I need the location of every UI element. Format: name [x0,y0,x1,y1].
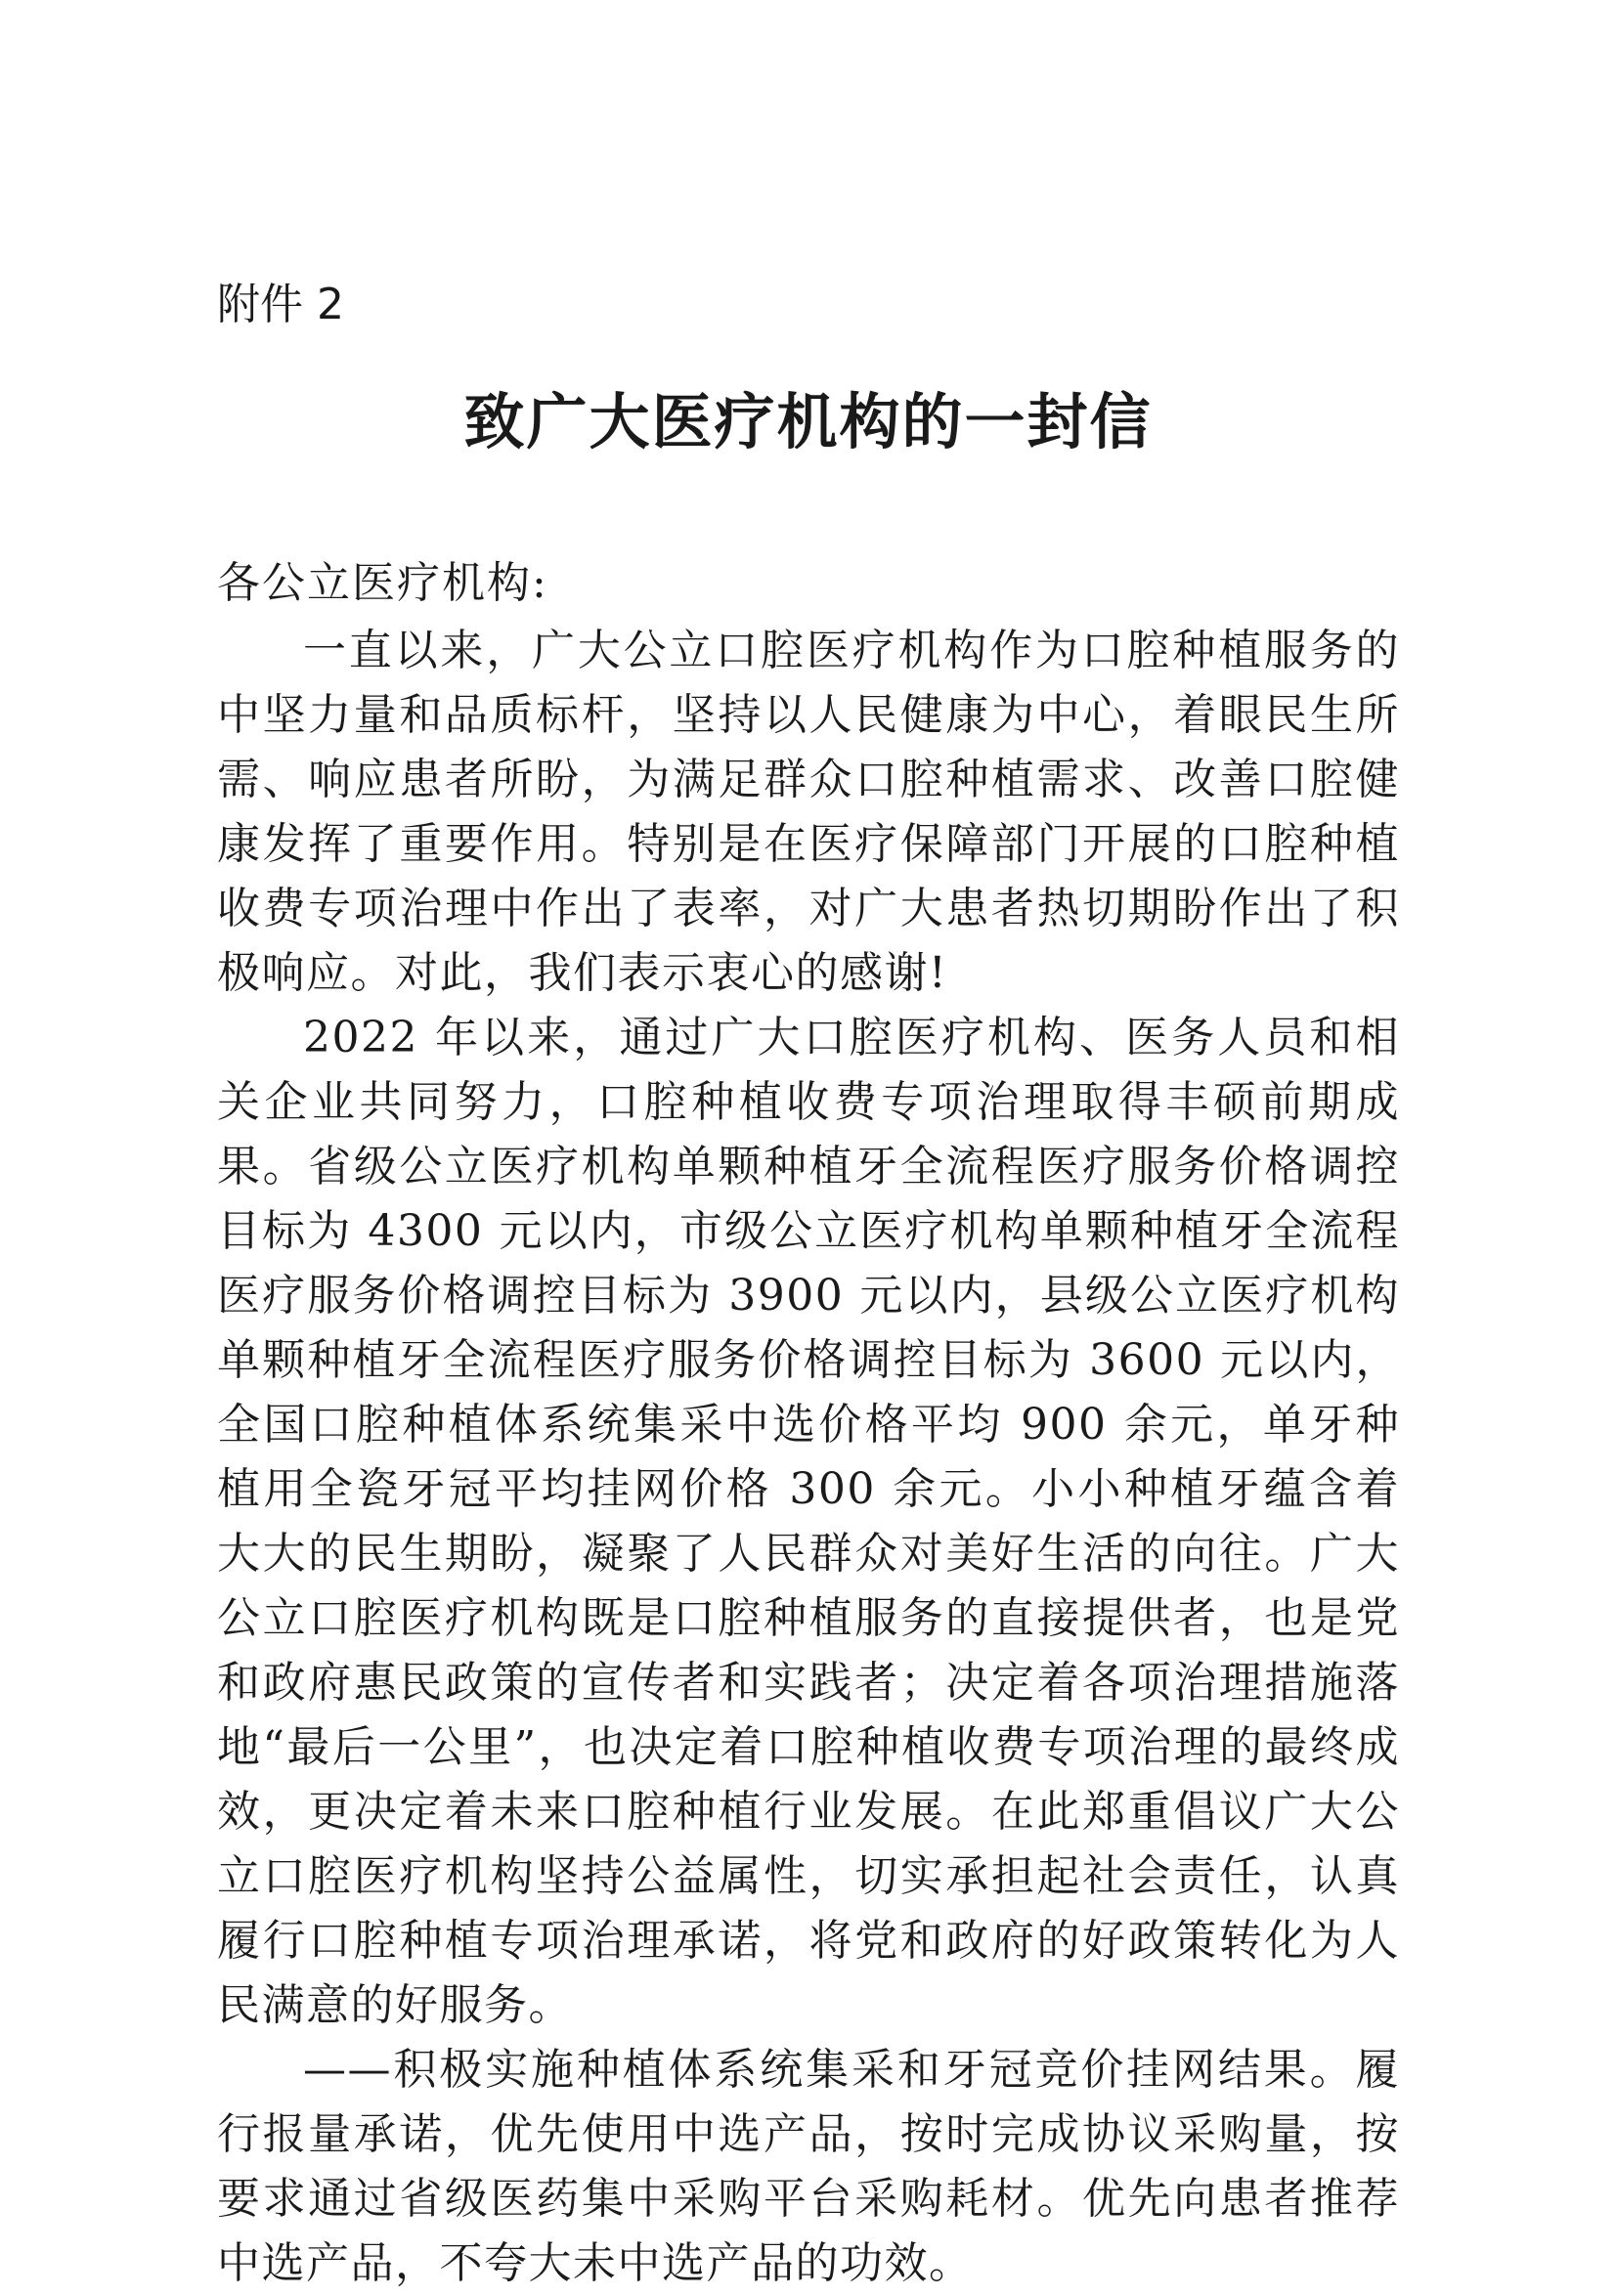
paragraph-3: ——积极实施种植体系统集采和牙冠竞价挂网结果。履行报量承诺，优先使用中选产品，按时完成协议采购量，按要求通过省级医药集中采购平台采购耗材。优先向患者推荐中选产品，不夸大未中选产品的功效。 [217,2045,1400,2288]
salutation: 各公立医疗机构: [217,558,548,608]
paragraph-1: 一直以来，广大公立口腔医疗机构作为口腔种植服务的中坚力量和品质标杆，坚持以人民健康为中心，着眼民生所需、响应患者所盼，为满足群众口腔种植需求、改善口腔健康发挥了重要作用。特别是在医疗保障部门开展的口腔种植收费专项治理中作出了表率，对广大患者热切期盼作出了积极响应。对此，我们表示衷心的感谢! [217,626,1400,998]
attachment-label: 附件 2 [217,280,344,329]
paragraph-2: 2022 年以来，通过广大口腔医疗机构、医务人员和相关企业共同努力，口腔种植收费专项治理取得丰硕前期成果。省级公立医疗机构单颗种植牙全流程医疗服务价格调控目标为 4300 元以内，市级公立医疗机构单颗种植牙全流程医疗服务价格调控目标为 3900 元以内，县级公立医疗机构单颗种植牙全流程医疗服务价格调控目标为 3600 元以内，全国口腔种植体系统集采中选价格平均 900 余元，单牙种植用全瓷牙冠平均挂网价格 300 余元。小小种植牙蕴含着大大的民生期盼，凝聚了人民群众对美好生活的向往。广大公立口腔医疗机构既是口腔种植服务的直接提供者，也是党和政府惠民政策的宣传者和实践者；决定着各项治理措施落地“最后一公里”，也决定着口腔种植收费专项治理的最终成效，更决定着未来口腔种植行业发展。在此郑重倡议广大公立口腔医疗机构坚持公益属性，切实承担起社会责任，认真履行口腔种植专项治理承诺，将党和政府的好政策转化为人民满意的好服务。 [217,1013,1400,2030]
letter-title: 致广大医疗机构的一封信 [463,386,1153,457]
letter-body [217,619,1400,2296]
